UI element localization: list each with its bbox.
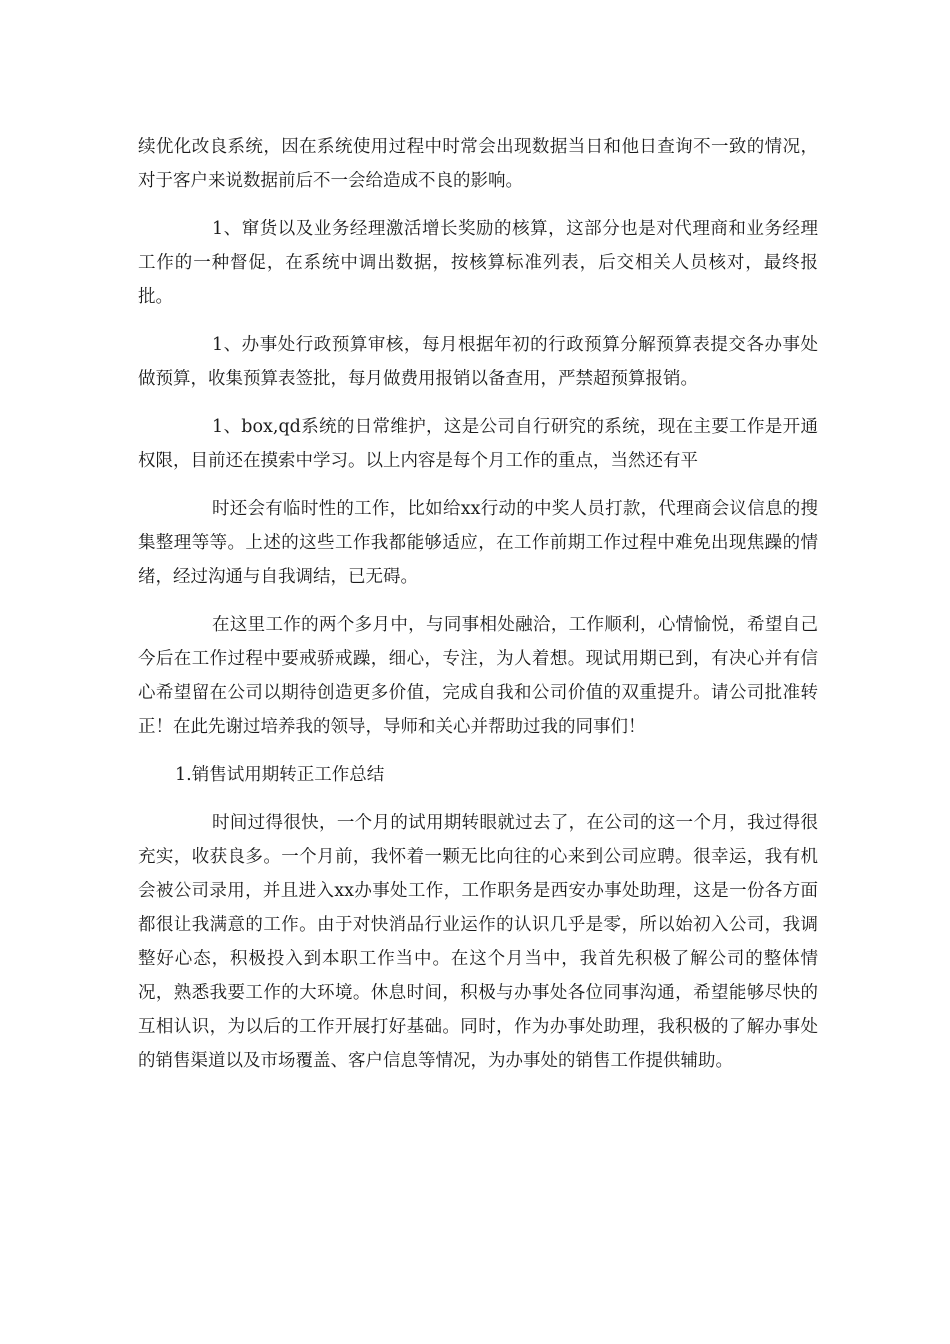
section-heading: 1.销售试用期转正工作总结	[175, 765, 385, 785]
document-body	[138, 130, 818, 1092]
paragraph-temporary-work: 时还会有临时性的工作，比如给xx行动的中奖人员打款，代理商会议信息的搜集整理等等。上述的这些工作我都能够适应，在工作前期工作过程中难免出现焦躁的情绪，经过沟通与自我调结，已无碍。	[138, 499, 818, 587]
paragraph-system-maintenance: 1、box,qd系统的日常维护，这是公司自行研究的系统，现在主要工作是开通权限，目前还在摸索中学习。以上内容是每个月工作的重点，当然还有平	[138, 417, 818, 471]
paragraph-system-optimization: 续优化改良系统，因在系统使用过程中时常会出现数据当日和他日查询不一致的情况，对于客户来说数据前后不一会给造成不良的影响。	[138, 137, 818, 191]
paragraph-budget-review: 1、办事处行政预算审核，每月根据年初的行政预算分解预算表提交各办事处做预算，收集预算表签批，每月做费用报销以备查用，严禁超预算报销。	[138, 335, 818, 389]
paragraph-incentive-accounting: 1、窜货以及业务经理激活增长奖励的核算，这部分也是对代理商和业务经理工作的一种督促，在系统中调出数据，按核算标准列表，后交相关人员核对，最终报批。	[138, 219, 818, 307]
paragraph-conclusion: 在这里工作的两个多月中，与同事相处融洽，工作顺利，心情愉悦，希望自己今后在工作过程中要戒骄戒躁，细心，专注，为人着想。现试用期已到，有决心并有信心希望留在公司以期待创造更多价值，完成自我和公司价值的双重提升。请公司批准转正！在此先谢过培养我的领导，导师和关心并帮助过我的同事们！	[138, 615, 818, 737]
paragraph-sales-summary: 时间过得很快，一个月的试用期转眼就过去了，在公司的这一个月，我过得很充实，收获良多。一个月前，我怀着一颗无比向往的心来到公司应聘。很幸运，我有机会被公司录用，并且进入xx办事处工作，工作职务是西安办事处助理，这是一份各方面都很让我满意的工作。由于对快消品行业运作的认识几乎是零，所以始初入公司，我调整好心态，积极投入到本职工作当中。在这个月当中，我首先积极了解公司的整体情况，熟悉我要工作的大环境。休息时间，积极与办事处各位同事沟通，希望能够尽快的互相认识，为以后的工作开展打好基础。同时，作为办事处助理，我积极的了解办事处的销售渠道以及市场覆盖、客户信息等情况，为办事处的销售工作提供辅助。	[138, 813, 818, 1071]
